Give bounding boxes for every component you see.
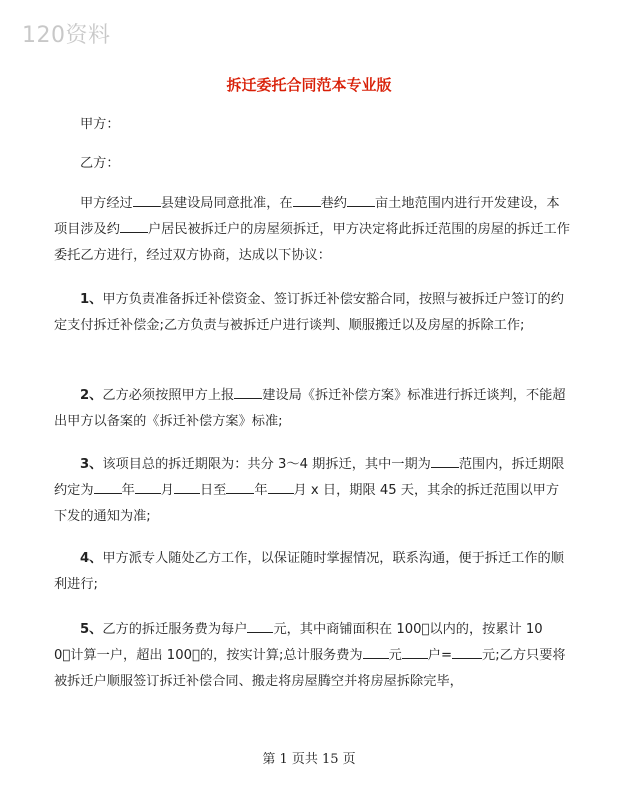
blank-lane (293, 192, 321, 207)
blank-bureau (234, 384, 262, 399)
intro-text: 巷约 (320, 196, 347, 211)
party-a-label: 甲方： (80, 117, 120, 132)
clause-text: 元 (388, 648, 402, 663)
blank-year-start (94, 479, 122, 494)
intro-text: 县建设局同意批准，在 (160, 196, 293, 211)
clause-4 (54, 546, 570, 598)
clause-number: 1、 (80, 292, 103, 307)
intro-text: 甲方经过 (80, 196, 133, 211)
document-title: 拆迁委托合同范本专业版 (226, 76, 392, 94)
blank-total-fee (452, 644, 482, 659)
blank-year-end (226, 479, 254, 494)
clause-2 (54, 383, 570, 435)
clause-text: 月 x 日，期限 45 天，其余的拆迁范围以甲方下发的通知为准; (54, 483, 560, 524)
blank-fee-per-household (247, 618, 273, 633)
blank-fee-unit (363, 644, 389, 659)
blank-month-end (268, 479, 294, 494)
clause-text: 范围内，拆迁期限约定为 (54, 457, 565, 498)
intro-paragraph (54, 191, 570, 269)
clause-text: 甲方负责准备拆迁补偿资金、签订拆迁补偿安豁合同，按照与被拆迁户签订的约定支付拆迁补偿金;乙方负责与被拆迁户进行谈判、顺服搬迁以及房屋的拆除工作; (54, 292, 564, 333)
clause-text: 年 (254, 483, 268, 498)
blank-households (120, 218, 148, 233)
clause-3 (54, 452, 570, 530)
blank-phase-range (431, 453, 459, 468)
clause-text: 日至 (199, 483, 227, 498)
blank-month-start (135, 479, 161, 494)
blank-county (133, 192, 161, 207)
clause-number: 4、 (80, 551, 103, 566)
blank-acres (347, 192, 375, 207)
intro-text: 亩土地范围内进行开发建设，本项目涉及约 (54, 196, 560, 237)
party-b-label: 乙方： (80, 156, 120, 171)
party-b-line (54, 151, 570, 177)
clause-text: 乙方的拆迁服务费为每户 (102, 622, 248, 637)
clause-text: 元;乙方只要将被拆迁户顺服签订拆迁补偿合同、搬走将房屋腾空并将房屋拆除完毕， (54, 648, 566, 689)
clause-number: 3、 (80, 457, 103, 472)
clause-text: 户= (427, 648, 453, 663)
clause-number: 2、 (80, 388, 103, 403)
blank-day-start (174, 479, 200, 494)
clause-text: 年 (121, 483, 135, 498)
clause-1 (54, 287, 570, 339)
clause-text: 该项目总的拆迁期限为：共分 3～4 期拆迁，其中一期为 (102, 457, 431, 472)
clause-text: 甲方派专人随处乙方工作，以保证随时掌握情况，联系沟通，便于拆迁工作的顺利进行; (54, 551, 564, 592)
clause-number: 5、 (80, 622, 103, 637)
party-a-line (54, 112, 570, 138)
clause-text: 元，其中商铺面积在 100 以内的，按累计 100 计算一户，超出 100 的，按实计算;总计服务费为 (54, 622, 543, 663)
watermark: 120资料 (22, 23, 111, 48)
clause-text: 建设局《拆迁补偿方案》标准进行拆迁谈判，不能超出甲方以备案的《拆迁补偿方案》标准; (54, 388, 566, 429)
blank-household-count (402, 644, 428, 659)
clause-text: 乙方必须按照甲方上报 (102, 388, 235, 403)
clause-5 (54, 617, 570, 695)
page-number: 第 1 页共 15 页 (262, 752, 356, 767)
clause-text: 月 (160, 483, 174, 498)
intro-text: 户居民被拆迁户的房屋须拆迁，甲方决定将此拆迁范围的房屋的拆迁工作委托乙方进行，经过双方协商，达成以下协议： (54, 222, 570, 263)
